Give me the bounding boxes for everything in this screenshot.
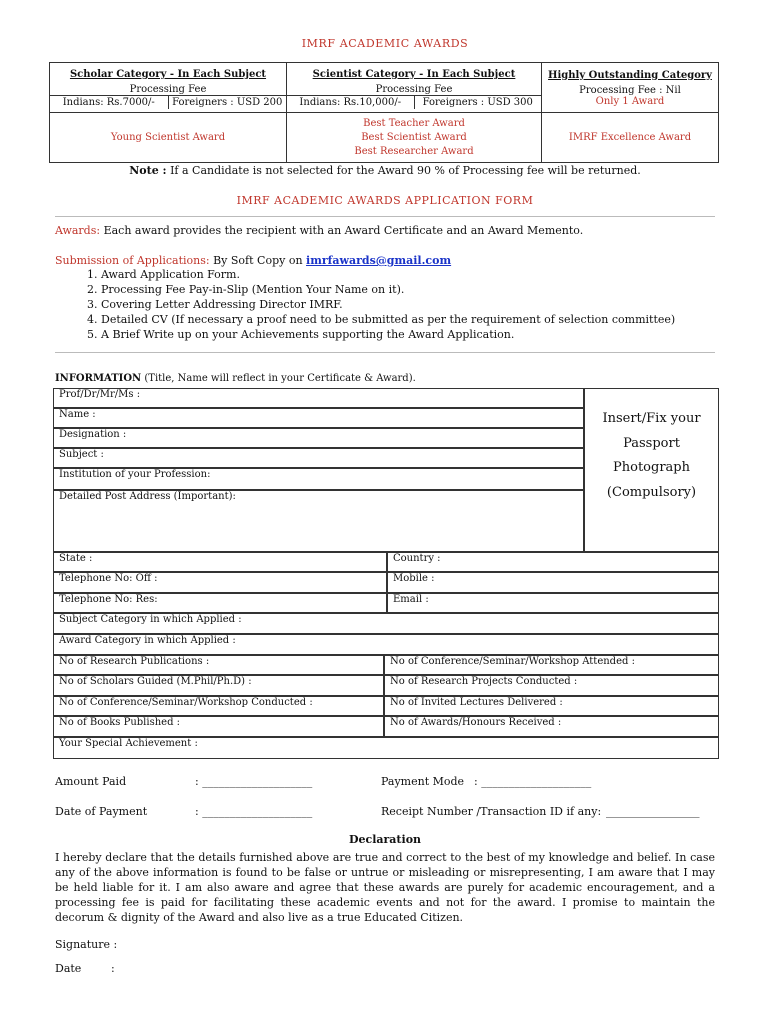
fee-foreigners: Foreigners : USD 200: [168, 96, 287, 109]
publications-field[interactable]: No of Research Publications :: [53, 655, 384, 675]
list-item: 4. Detailed CV (If necessary a proof need to be submitted as per the requirement of selection committee): [101, 312, 675, 327]
conferences-attended-field[interactable]: No of Conference/Seminar/Workshop Attended :: [384, 655, 719, 675]
email-link[interactable]: imrfawards@gmail.com: [306, 254, 452, 267]
designation-field[interactable]: Designation :: [53, 428, 584, 448]
scholars-guided-field[interactable]: No of Scholars Guided (M.Phil/Ph.D) :: [53, 675, 384, 696]
receipt-number-input[interactable]: _________________: [606, 805, 700, 818]
subject-category-field[interactable]: Subject Category in which Applied :: [53, 613, 719, 634]
amount-paid-input[interactable]: : ____________________: [195, 775, 313, 788]
divider: [55, 216, 715, 217]
outstanding-awards: IMRF Excellence Award: [542, 113, 719, 163]
fee-note: Only 1 Award: [595, 95, 665, 107]
awards-honours-field[interactable]: No of Awards/Honours Received :: [384, 716, 719, 737]
telephone-office-field[interactable]: Telephone No: Off :: [53, 572, 387, 593]
subject-field[interactable]: Subject :: [53, 448, 584, 468]
note: Note : If a Candidate is not selected for the Award 90 % of Processing fee will be returned.: [129, 164, 641, 177]
scientist-awards: Best Teacher Award Best Scientist Award Best Researcher Award: [287, 113, 542, 163]
address-field[interactable]: Detailed Post Address (Important):: [53, 490, 584, 552]
receipt-number-label: Receipt Number /Transaction ID if any:: [381, 805, 602, 818]
institution-field[interactable]: Institution of your Profession:: [53, 468, 584, 490]
payment-mode-input[interactable]: : ____________________: [474, 775, 592, 788]
award-categories-table: [49, 62, 719, 163]
list-item: 2. Processing Fee Pay-in-Slip (Mention Your Name on it).: [101, 282, 675, 297]
fee-label: Processing Fee : Nil: [579, 84, 681, 96]
submission-info: Submission of Applications: By Soft Copy on imrfawards@gmail.com: [55, 254, 452, 267]
fee-label: Processing Fee: [375, 84, 453, 95]
awards-info: Awards: Each award provides the recipient with an Award Certificate and an Award Memento.: [55, 224, 584, 237]
special-achievement-field[interactable]: Your Special Achievement :: [53, 737, 719, 759]
research-projects-field[interactable]: No of Research Projects Conducted :: [384, 675, 719, 696]
scientist-category-cell: [287, 63, 542, 113]
photo-box[interactable]: Insert/Fix your Passport Photograph (Compulsory): [584, 388, 719, 552]
category-heading: Highly Outstanding Category: [548, 69, 712, 81]
list-item: 1. Award Application Form.: [101, 267, 675, 282]
date-label: Date: [55, 962, 82, 975]
divider: [55, 352, 715, 353]
date-of-payment-input[interactable]: : ____________________: [195, 805, 313, 818]
books-published-field[interactable]: No of Books Published :: [53, 716, 384, 737]
name-field[interactable]: Name :: [53, 408, 584, 428]
category-heading: Scholar Category - In Each Subject: [69, 69, 267, 80]
fee-label: Processing Fee: [129, 84, 207, 95]
fee-indians: Indians: Rs.7000/-: [62, 97, 155, 108]
email-field[interactable]: Email :: [387, 593, 719, 613]
signature-label: Signature :: [55, 938, 118, 951]
required-documents-list: [75, 267, 675, 342]
mobile-field[interactable]: Mobile :: [387, 572, 719, 593]
information-heading: INFORMATION (Title, Name will reflect in your Certificate & Award).: [55, 373, 416, 384]
country-field[interactable]: Country :: [387, 552, 719, 572]
state-field[interactable]: State :: [53, 552, 387, 572]
invited-lectures-field[interactable]: No of Invited Lectures Delivered :: [384, 696, 719, 716]
list-item: 5. A Brief Write up on your Achievements supporting the Award Application.: [101, 327, 675, 342]
fee-foreigners: Foreigners : USD 300: [414, 96, 542, 109]
date-of-payment-label: Date of Payment: [55, 805, 148, 818]
scholar-awards: Young Scientist Award: [50, 113, 287, 163]
category-heading: Scientist Category - In Each Subject: [312, 69, 516, 80]
page-title: IMRF ACADEMIC AWARDS: [301, 37, 469, 50]
form-title: IMRF ACADEMIC AWARDS APPLICATION FORM: [236, 194, 534, 207]
declaration-text: I hereby declare that the details furnished above are true and correct to the best of my knowledge and belief. In case any of the above information is found to be false or untrue or misleading or misrepresenting, I am aware that I may be held liable for it. I am also aware and agree that these awards are purely for academic encouragement, and a processing fee is paid for facilitating these academic events and not for the award. I promise to maintain the decorum & dignity of the Award and also live as a true Educated Citizen.: [55, 851, 715, 924]
telephone-residence-field[interactable]: Telephone No: Res:: [53, 593, 387, 613]
list-item: 3. Covering Letter Addressing Director IMRF.: [101, 297, 675, 312]
fee-indians: Indians: Rs.10,000/-: [299, 97, 402, 108]
conferences-conducted-field[interactable]: No of Conference/Seminar/Workshop Conducted :: [53, 696, 384, 716]
amount-paid-label: Amount Paid: [55, 775, 127, 788]
scholar-category-cell: [50, 63, 287, 113]
payment-mode-label: Payment Mode: [381, 775, 465, 788]
title-field[interactable]: Prof/Dr/Mr/Ms :: [53, 388, 584, 408]
outstanding-category-cell: [542, 63, 719, 113]
date-colon: :: [111, 962, 115, 975]
award-category-field[interactable]: Award Category in which Applied :: [53, 634, 719, 655]
declaration-title: Declaration: [348, 833, 422, 846]
